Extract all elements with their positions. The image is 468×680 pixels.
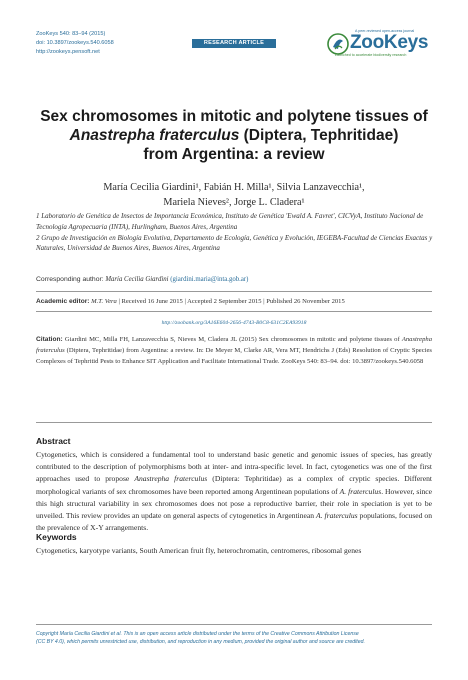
logo-tagline: Launched to accelerate biodiversity research <box>335 53 407 57</box>
corresponding-label: Corresponding author: <box>36 276 104 283</box>
divider <box>36 311 432 312</box>
corresponding-name: María Cecilia Giardini <box>105 276 169 283</box>
abstract-species: A. fraterculus <box>316 511 358 521</box>
authors-line-2: Mariela Nieves², Jorge L. Cladera¹ <box>163 197 305 208</box>
citation-text-b: (Diptera, Tephritidae) from Argentina: a review. In: De Meyer M, Clarke AR, Vera MT, Hendrichs J (Eds) Resolution of Cryptic Species Complexes of Tephritid Pests to Enhance SIT Application and Facilitate International Trade. ZooKeys 540: 83–94. doi: 10.3897/zookeys.540.6058 <box>36 346 432 365</box>
journal-url[interactable]: http://zookeys.pensoft.net <box>36 49 100 55</box>
abstract-species: A. fraterculus <box>339 486 382 496</box>
editorial-history <box>36 298 345 305</box>
abstract-body <box>36 449 432 534</box>
citation-species: Anastrepha fraterculus <box>36 336 432 354</box>
editorial-dates: | Received 16 June 2015 | Accepted 2 September 2015 | Published 26 November 2015 <box>116 298 345 305</box>
abstract-text: . However, since this high structural variability in sex chromosomes does not pose a reproductive barrier, their role in speciation is yet to be unveiled. This review provides an update on general aspects of cytogenetics in Argentinean <box>36 486 433 521</box>
abstract-species: Anastrepha fraterculus <box>134 474 208 484</box>
title-taxon: (Diptera, Tephritidae) <box>239 127 399 144</box>
logo-top-text: A peer-reviewed open-access journal <box>355 29 415 33</box>
corresponding-author <box>36 276 248 283</box>
corresponding-email[interactable]: (giardini.maria@inta.gob.ar) <box>170 276 249 283</box>
affiliation-1: 1 Laboratorio de Genética de Insectos de Importancia Económica, Instituto de Genética 'Ewald A. Favret', CICVyA, Instituto Nacional de Tecnología Agropecuaria (INTA), Hurlingham, Buenos Aires, Argentina <box>36 212 424 231</box>
citation-text-a: Giardini MC, Milla FH, Lanzavecchia S, Nieves M, Cladera JL (2015) Sex chromosomes in mitotic and polytene tissues of <box>62 336 402 343</box>
copyright-notice <box>36 630 432 647</box>
copyright-line-2: (CC BY 4.0), which permits unrestricted use, distribution, and reproduction in any medium, provided the original author and source are credited. <box>36 639 365 646</box>
affiliation-2: 2 Grupo de Investigación en Biología Evolutiva, Departamento de Ecología, Genética y Evolución, IEGEBA-Facultad de Ciencias Exactas y Naturales, Universidad de Buenos Aires, Buenos Aires, Argentina <box>36 233 433 253</box>
article-type-badge: RESEARCH ARTICLE <box>192 39 276 48</box>
title-line-3: from Argentina: a review <box>143 146 325 163</box>
abstract-text: (Diptera: Tephritidae) as a complex of cryptic species. Different morphological variants of sex chromosomes have been reported among Argentinean populations of <box>36 474 432 496</box>
abstract-text: populations, focused on the prevalence of X-Y arrangements. <box>36 511 432 533</box>
keywords-heading: Keywords <box>36 532 77 542</box>
journal-volume: ZooKeys 540: 83–94 (2015) <box>36 31 106 37</box>
journal-meta <box>36 30 114 57</box>
divider <box>36 422 432 423</box>
citation-label: Citation: <box>36 336 63 343</box>
title-line-1: Sex chromosomes in mitotic and polytene tissues of <box>40 108 428 125</box>
citation <box>36 335 432 368</box>
abstract-heading: Abstract <box>36 436 71 446</box>
affiliations <box>36 211 434 254</box>
keywords-list: Cytogenetics, karyotype variants, South American fruit fly, heterochromatin, centromeres, ribosomal genes <box>36 546 362 555</box>
academic-editor-name: M.T. Vera <box>91 298 117 305</box>
divider <box>36 624 432 625</box>
zoobank-link[interactable]: http://zoobank.org/3A16E604-2656-4743-B0C8-631C2EA93918 <box>161 320 307 326</box>
copyright-line-1: Copyright María Cecilia Giardini et al. This is an open access article distributed under the terms of the Creative Commons Attribution License <box>36 631 359 637</box>
author-list <box>60 180 408 210</box>
authors-line-1: María Cecilia Giardini¹, Fabián H. Milla¹, Silvia Lanzavecchia¹, <box>103 182 365 193</box>
title-species: Anastrepha fraterculus <box>69 127 240 144</box>
logo-wordmark: ZooKeys <box>350 32 429 53</box>
title-line-2 <box>40 126 428 145</box>
journal-doi[interactable]: doi: 10.3897/zookeys.540.6058 <box>36 40 114 46</box>
article-title <box>40 107 428 164</box>
academic-editor-label: Academic editor: <box>36 298 90 305</box>
divider <box>36 291 432 292</box>
abstract-text: Cytogenetics, which is considered a fundamental tool to understand basic genetic and genomic issues of species, has greatly contributed to the description of polymorphisms both at inter- and intra-specific level. In fact, cytogenetics was one of the first approaches used to propose <box>36 450 432 484</box>
